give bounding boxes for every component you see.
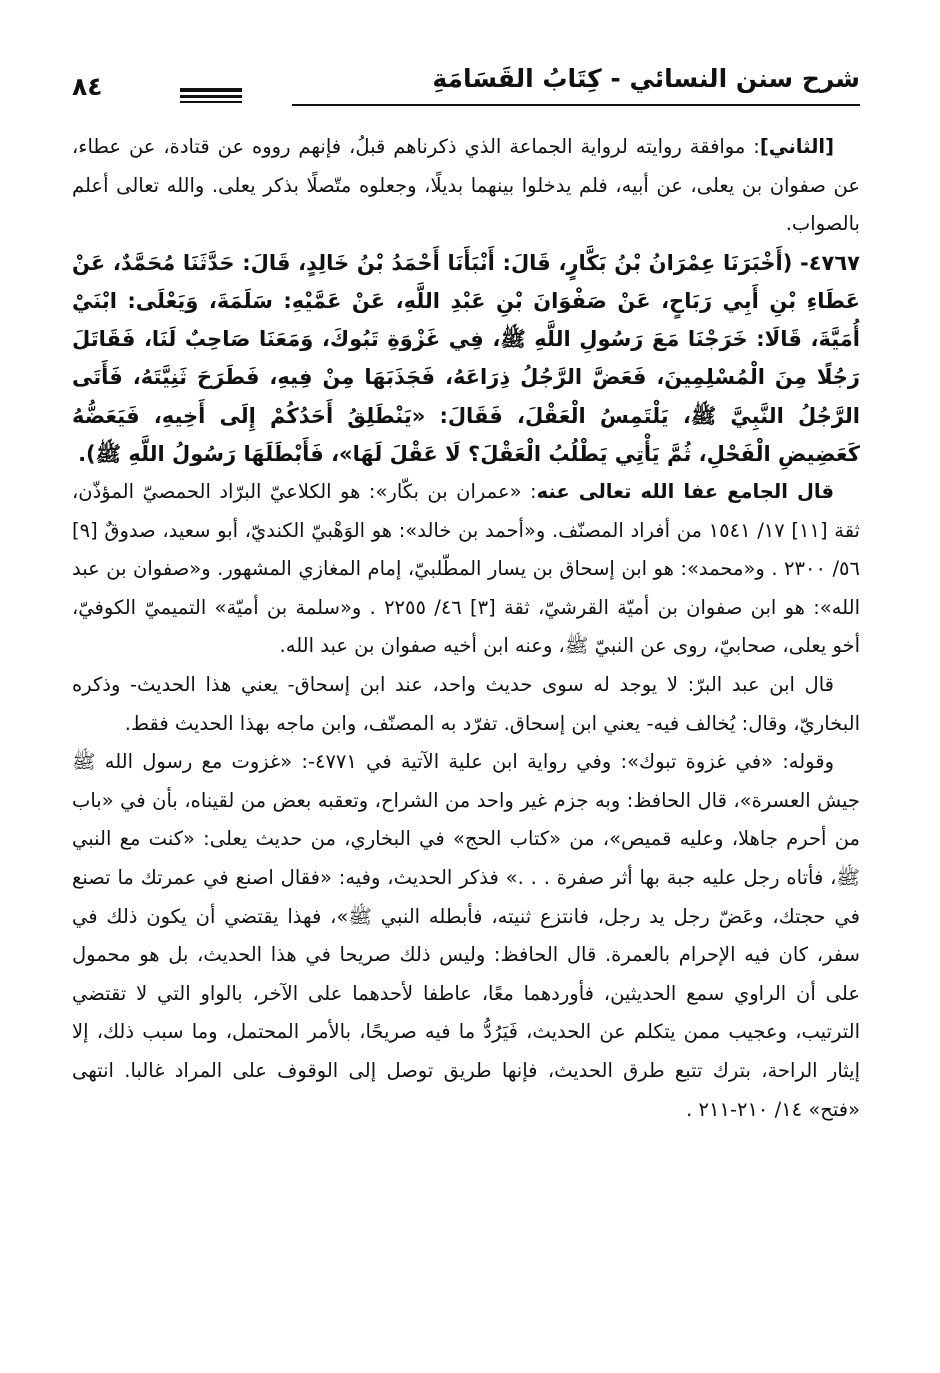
paragraph-second-point xyxy=(72,128,860,244)
page-body xyxy=(72,128,860,1129)
header-rule xyxy=(292,104,860,106)
hadith-text xyxy=(72,244,860,473)
paragraph-text: : «عمران بن بكّار»: هو الكلاعيّ البرّاد الحمصيّ المؤذّن، ثقة [١١] ١٧/ ١٥٤١ من أفراد المصنّف. و«أحمد بن خالد»: هو الوَهْبيّ الكنديّ، أبو سعيد، صدوقٌ [٩] ٥٦/ ٢٣٠٠ . و«محمد»: هو ابن إسحاق بن يسار المطّلبيّ، إمام المغازي المشهور. و«صفوان بن عبد الله»: هو ابن صفوان بن أميّة القرشيّ، ثقة [٣] ٤٦/ ٢٢٥٥ . و«سلمة بن أميّة» التميميّ الكوفيّ، أخو يعلى، صحابيّ، روى عن النبيّ ﷺ، وعنه ابن أخيه صفوان بن عبد الله. xyxy=(72,480,860,658)
paragraph-tabuk-commentary xyxy=(72,743,860,1129)
paragraph-text: وقوله: «في غزوة تبوك»: وفي رواية ابن علية الآتية في ٤٧٧١-: «غزوت مع رسول الله ﷺ جيش العسرة»، قال الحافظ: وبه جزم غير واحد من الشراح، وتعقبه بعض من لقيناه، بأن في «باب من أحرم جاهلا، وعليه قميص»، من «كتاب الحج» في البخاري، من حديث يعلى: «كنت مع النبي ﷺ، فأتاه رجل عليه جبة بها أثر صفرة . . .» فذكر الحديث، وفيه: «فقال اصنع في عمرتك ما تصنع في حجتك، وعَضّ رجل يد رجل، فانتزع ثنيته، فأبطله النبي ﷺ»، فهذا يقتضي أن يكون ذلك في سفر، كان فيه الإحرام بالعمرة. قال الحافظ: وليس ذلك صريحا في هذا الحديث، بل هو محمول على أن الراوي سمع الحديثين، فأوردهما معًا، عاطفا لأحدهما على الآخر، بالواو التي لا تقتضي الترتيب، وعجيب ممن يتكلم عن الحديث، فَيَرُدُّ ما فيه صريحًا، بالأمر المحتمل، وما سبب ذلك، إلا إيثار الراحة، بترك تتبع طرق الحديث، فإنها طريق توصل إلى الوقوف على المراد غالبا. انتهى «فتح» ١٤/ ٢١٠-٢١١ . xyxy=(72,750,860,1121)
paragraph-text: قال ابن عبد البرّ: لا يوجد له سوى حديث واحد، عند ابن إسحاق- يعني هذا الحديث- وذكره البخاريّ، وقال: يُخالف فيه- يعني ابن إسحاق. تفرّد به المصنّف، وابن ماجه بهذا الحديث فقط. xyxy=(72,672,860,735)
paragraph-narrators xyxy=(72,473,860,666)
paragraph-label: [الثاني] xyxy=(759,135,834,158)
paragraph-ibn-abd-al-barr xyxy=(72,666,860,743)
header-ornament-rule xyxy=(180,101,242,103)
page-number: ٨٤ xyxy=(72,72,103,101)
paragraph-text: : موافقة روايته لرواية الجماعة الذي ذكرناهم قبلُ، فإنهم رووه عن قتادة، عن عطاء، عن صفوان بن يعلى، عن أبيه، فلم يدخلوا بينهما بديلًا، وجعلوه متّصلًا بذكر يعلى. والله تعالى أعلم بالصواب. xyxy=(72,135,860,236)
header-ornament-rule xyxy=(180,88,242,92)
header-ornament-rule xyxy=(180,95,242,98)
page-header xyxy=(72,60,860,108)
paragraph-label: قال الجامع عفا الله تعالى عنه xyxy=(536,480,834,503)
running-title: شرح سنن النسائي - كِتَابُ القَسَامَةِ xyxy=(432,64,860,93)
hadith-body: ٤٧٦٧- (أَخْبَرَنَا عِمْرَانُ بْنُ بَكَّارٍ، قَالَ: أَنْبَأَنَا أَحْمَدُ بْنُ خَالِدٍ، قَالَ: حَدَّثَنَا مُحَمَّدٌ، عَنْ عَطَاءِ بْنِ أَبِي رَبَاحٍ، عَنْ صَفْوَانَ بْنِ عَبْدِ اللَّهِ، عَنْ عَمَّيْهِ: سَلَمَةَ، وَيَعْلَى: ابْنَيْ أُمَيَّةَ، قَالَا: خَرَجْنَا مَعَ رَسُولِ اللَّهِ ﷺ، فِي غَزْوَةِ تَبُوكَ، وَمَعَنَا صَاحِبٌ لَنَا، فَقَاتَلَ رَجُلًا مِنَ الْمُسْلِمِينَ، فَعَضَّ الرَّجُلُ ذِرَاعَهُ، فَجَذَبَهَا مِنْ فِيهِ، فَطَرَحَ ثَنِيَّتَهُ، فَأَتَى الرَّجُلُ النَّبِيَّ ﷺ، يَلْتَمِسُ الْعَقْلَ، فَقَالَ: «يَنْطَلِقُ أَحَدُكُمْ إِلَى أَخِيهِ، فَيَعَضُّهُ كَعَضِيضِ الْفَحْلِ، ثُمَّ يَأْتِي يَطْلُبُ الْعَقْلَ؟ لَا عَقْلَ لَهَا»، فَأَبْطَلَهَا رَسُولُ اللَّهِ ﷺ). xyxy=(72,250,860,466)
